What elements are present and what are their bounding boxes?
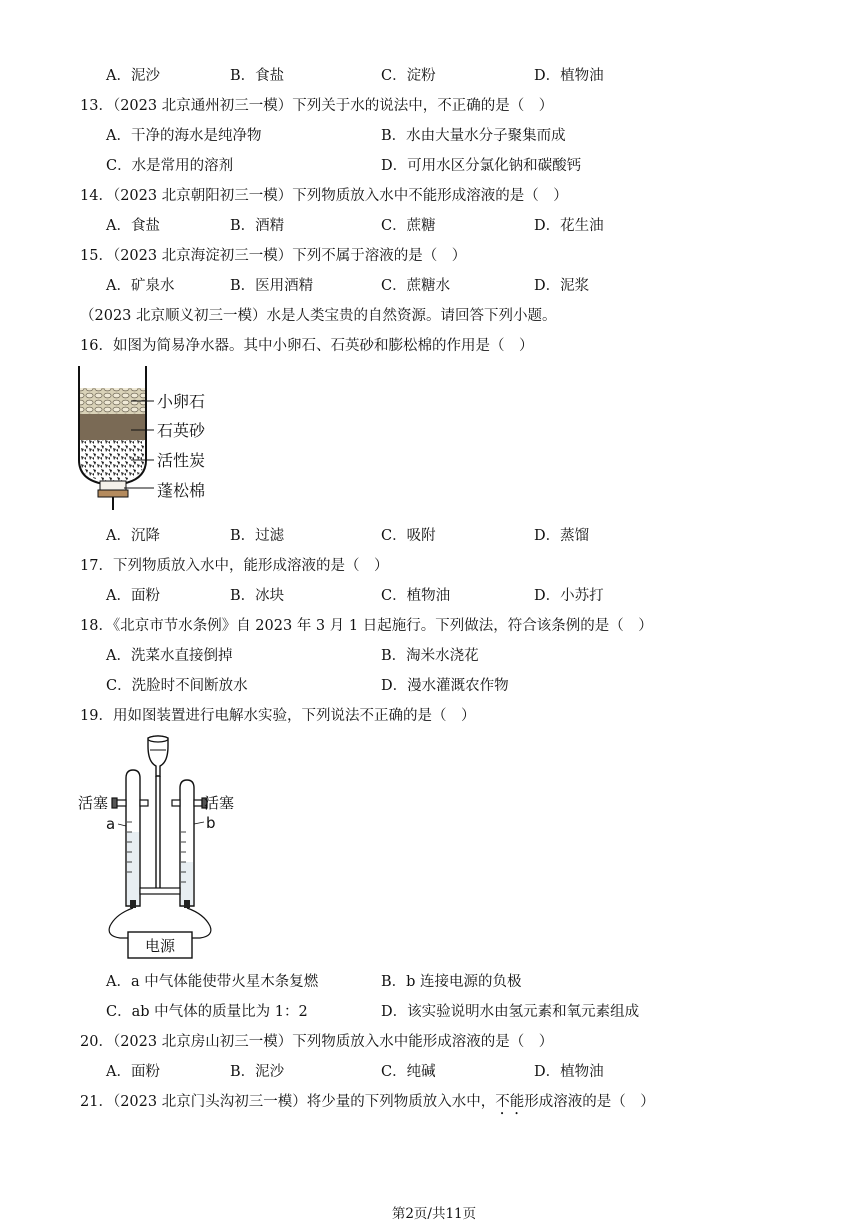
q15-option-c: C．蔗糖水 <box>381 278 451 294</box>
q13-option-d: D．可用水区分氯化钠和碳酸钙 <box>381 158 582 174</box>
q18-option-a: A．洗菜水直接倒掉 <box>106 648 233 664</box>
label-cotton: 蓬松棉 <box>157 481 206 500</box>
q18-option-b: B．淘米水浇花 <box>381 648 479 664</box>
q15-option-d: D．泥浆 <box>534 278 590 294</box>
question-18-stem: 18．《北京市节水条例》自 2023 年 3 月 1 日起施行。下列做法，符合该条例的是（ ） <box>80 618 653 634</box>
group-intro: （2023 北京顺义初三一模）水是人类宝贵的自然资源。请回答下列小题。 <box>80 308 557 324</box>
q16-option-a: A．沉降 <box>106 528 160 544</box>
water-filter-figure <box>76 364 256 516</box>
q19-option-d: D．该实验说明水由氢元素和氧元素组成 <box>381 1004 640 1020</box>
q14-option-d: D．花生油 <box>534 218 604 234</box>
valve-right-label: 活塞 <box>204 794 235 812</box>
q16-option-c: C．吸附 <box>381 528 436 544</box>
q17-option-b: B．冰块 <box>230 588 285 604</box>
question-13-stem: 13．（2023 北京通州初三一模）下列关于水的说法中，不正确的是（ ） <box>80 98 554 114</box>
q16-option-b: B．过滤 <box>230 528 285 544</box>
label-quartz-sand: 石英砂 <box>157 421 206 440</box>
q19-option-b: B．b 连接电源的负极 <box>381 974 522 990</box>
label-pebble: 小卵石 <box>157 392 206 411</box>
question-16-stem: 16．如图为简易净水器。其中小卵石、石英砂和膨松棉的作用是（ ） <box>80 338 534 354</box>
tube-a-label: a <box>106 815 116 833</box>
power-supply-label: 电源 <box>144 937 176 955</box>
q19-option-c: C．ab 中气体的质量比为 1：2 <box>106 1004 308 1020</box>
q20-option-c: C．纯碱 <box>381 1064 436 1080</box>
q21-stem-part1: 21．（2023 北京门头沟初三一模）将少量的下列物质放入水中， <box>80 1094 496 1110</box>
option-c: C．淀粉 <box>381 68 436 84</box>
q21-emphasis: 不能 <box>495 1094 525 1110</box>
q20-option-a: A．面粉 <box>106 1064 160 1080</box>
q14-option-a: A．食盐 <box>106 218 160 234</box>
question-14-stem: 14．（2023 北京朝阳初三一模）下列物质放入水中不能形成溶液的是（ ） <box>80 188 568 204</box>
q20-option-d: D．植物油 <box>534 1064 604 1080</box>
q19-option-a: A．a 中气体能使带火星木条复燃 <box>106 974 319 990</box>
option-b: B．食盐 <box>230 68 285 84</box>
question-20-stem: 20．（2023 北京房山初三一模）下列物质放入水中能形成溶液的是（ ） <box>80 1034 554 1050</box>
q17-option-d: D．小苏打 <box>534 588 604 604</box>
q15-option-a: A．矿泉水 <box>106 278 175 294</box>
q17-option-a: A．面粉 <box>106 588 160 604</box>
q14-option-b: B．酒精 <box>230 218 285 234</box>
q18-option-c: C．洗脸时不间断放水 <box>106 678 248 694</box>
tube-b-label: b <box>206 814 216 832</box>
q15-option-b: B．医用酒精 <box>230 278 314 294</box>
q18-option-d: D．漫水灌溉农作物 <box>381 678 509 694</box>
question-21-stem <box>80 1092 655 1118</box>
q13-option-b: B．水由大量水分子聚集而成 <box>381 128 566 144</box>
question-19-stem: 19．用如图装置进行电解水实验，下列说法不正确的是（ ） <box>80 708 476 724</box>
option-d: D．植物油 <box>534 68 604 84</box>
option-a: A．泥沙 <box>106 68 160 84</box>
question-15-stem: 15．（2023 北京海淀初三一模）下列不属于溶液的是（ ） <box>80 248 467 264</box>
q16-option-d: D．蒸馏 <box>534 528 590 544</box>
q13-option-c: C．水是常用的溶剂 <box>106 158 234 174</box>
q14-option-c: C．蔗糖 <box>381 218 436 234</box>
q21-stem-part2: 形成溶液的是（ ） <box>524 1094 655 1110</box>
q13-option-a: A．干净的海水是纯净物 <box>106 128 262 144</box>
q20-option-b: B．泥沙 <box>230 1064 285 1080</box>
page-footer: 第2页/共11页 <box>391 1206 477 1222</box>
label-activated-carbon: 活性炭 <box>157 451 206 470</box>
electrolysis-figure <box>76 732 256 964</box>
valve-left-label: 活塞 <box>78 794 109 812</box>
q17-option-c: C．植物油 <box>381 588 451 604</box>
question-17-stem: 17．下列物质放入水中，能形成溶液的是（ ） <box>80 558 389 574</box>
